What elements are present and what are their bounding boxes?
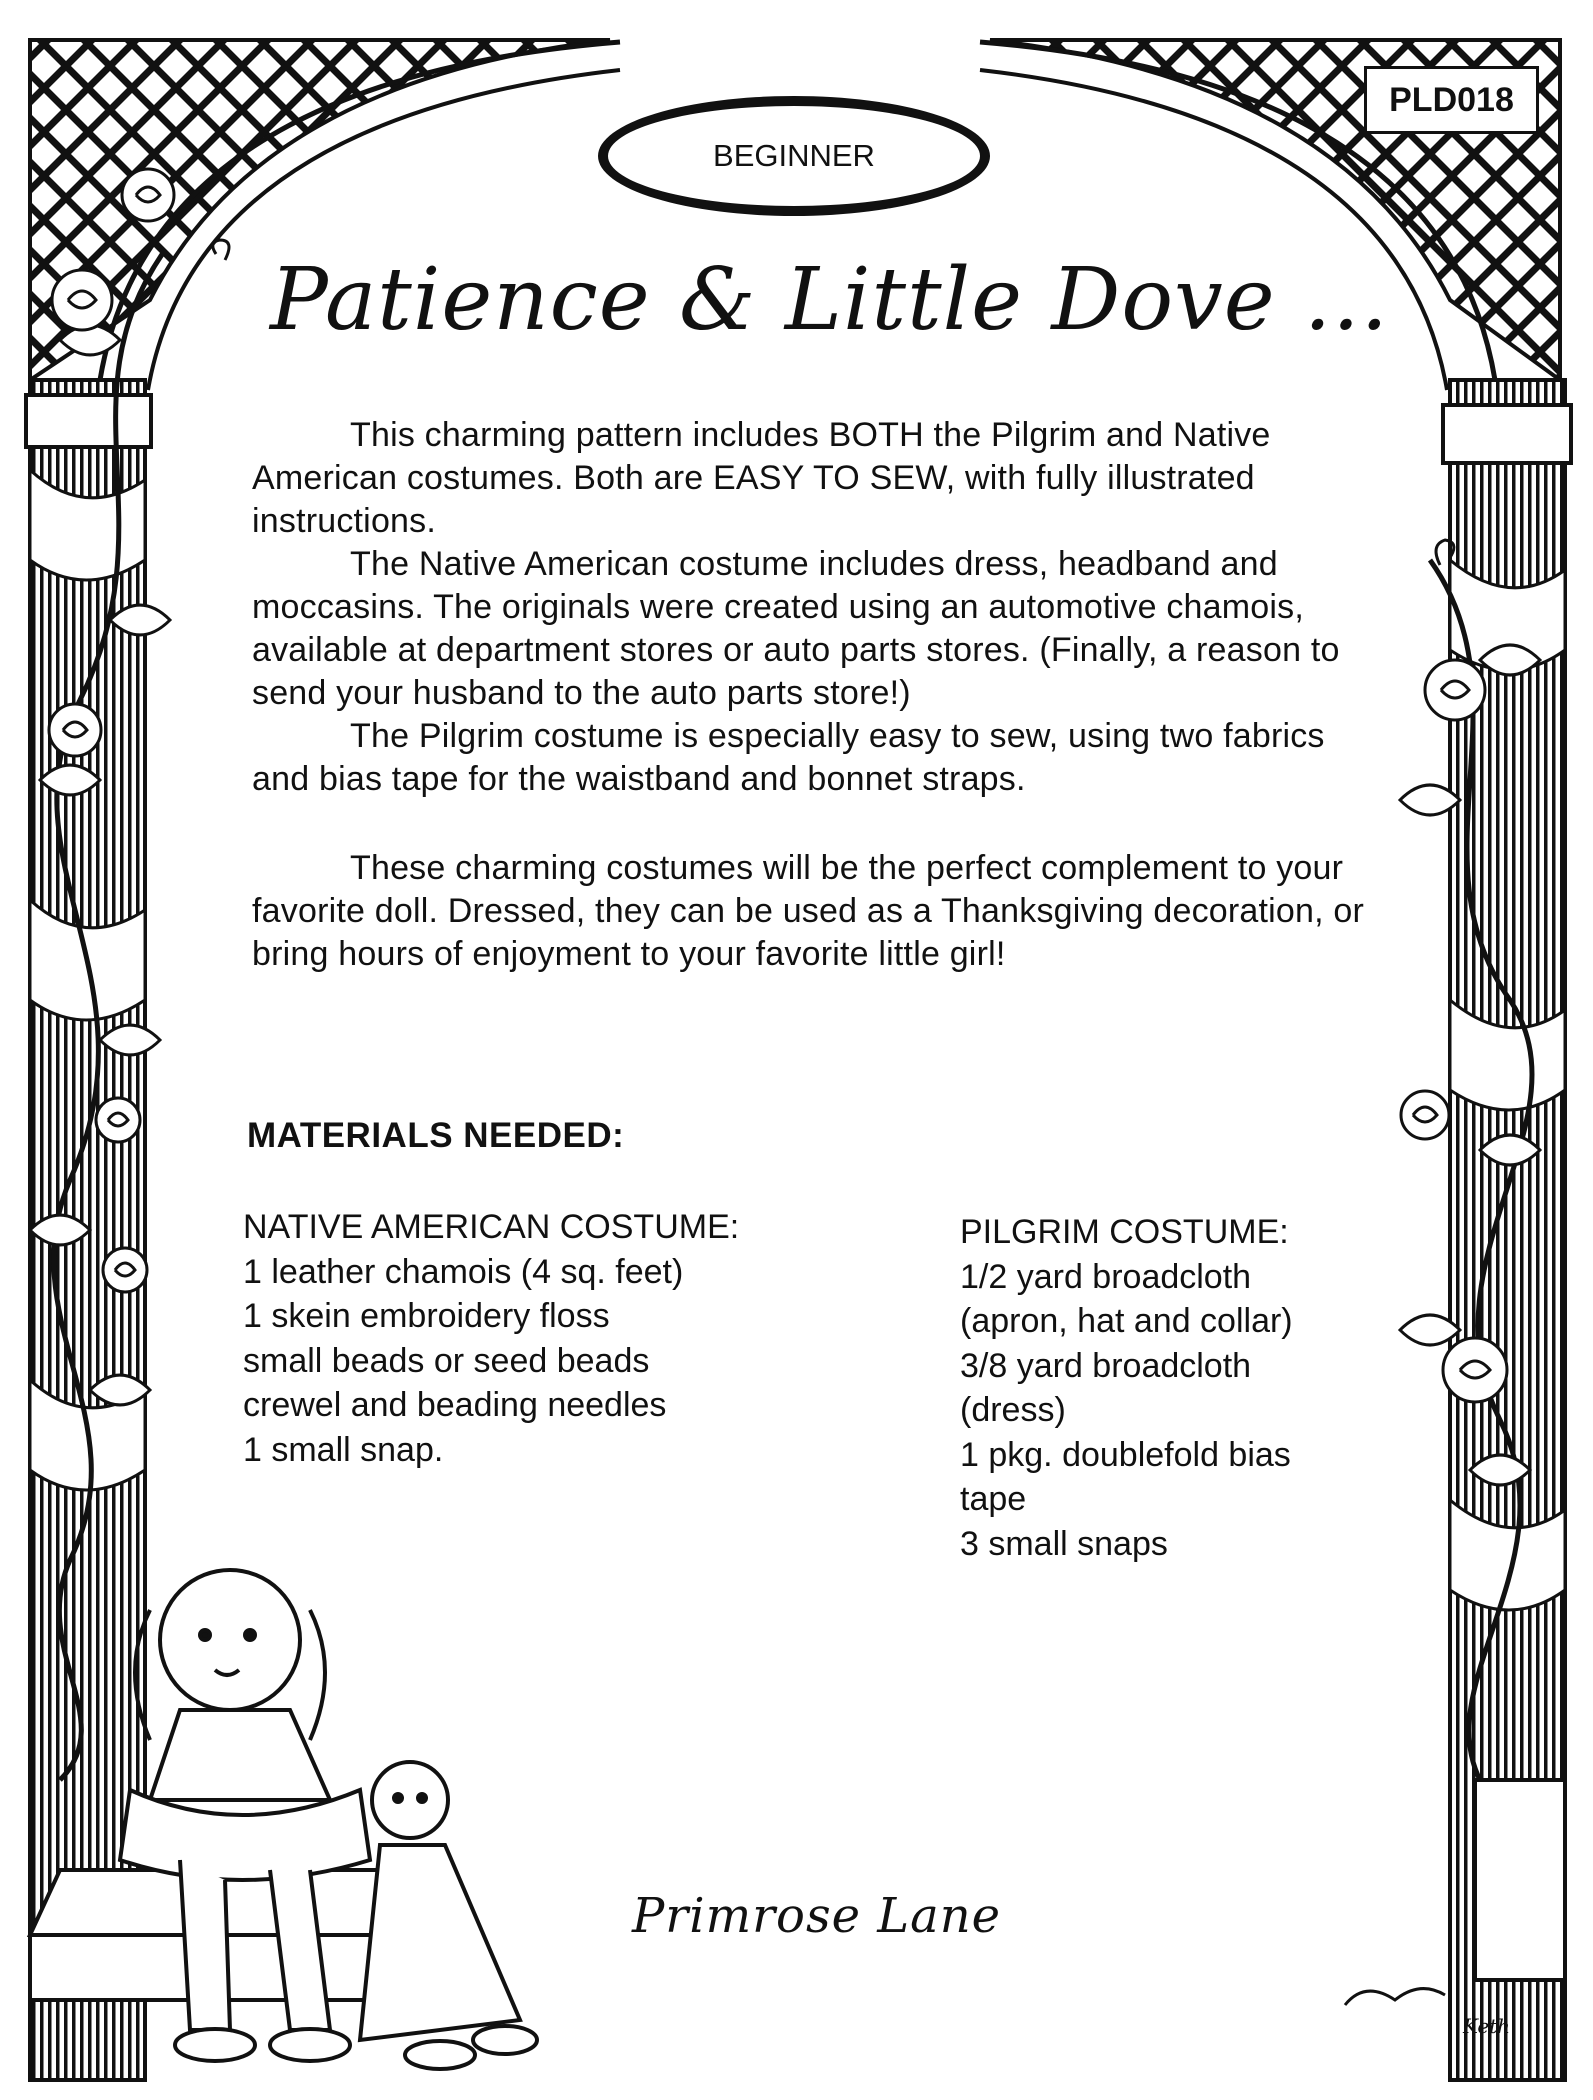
list-item: (dress)	[960, 1391, 1066, 1429]
artist-signature: Keth	[1463, 2014, 1511, 2038]
list-heading: NATIVE AMERICAN COSTUME:	[243, 1208, 740, 1246]
list-item: 1 pkg. doublefold bias	[960, 1435, 1291, 1474]
skill-level-badge: BEGINNER	[598, 96, 990, 216]
description-paragraph: These charming costumes will be the perfect complement to your favorite doll. Dressed, they can be used as a Thanksgiving decoration, or bring hours of enjoyment to your favorite little girl!	[252, 849, 1365, 973]
list-item: 1 leather chamois (4 sq. feet)	[243, 1252, 684, 1291]
list-item: (apron, hat and collar)	[960, 1302, 1293, 1340]
pattern-title: Patience & Little Dove ...	[270, 250, 1389, 350]
description-paragraph: The Native American costume includes dress, headband and moccasins. The originals were created using an automotive chamois, available at department stores or auto parts stores. (Finally, a reason to send your husband to the auto parts store!)	[252, 545, 1340, 712]
native-american-materials	[243, 1205, 863, 1472]
description-paragraph: The Pilgrim costume is especially easy to sew, using two fabrics and bias tape for the waistband and bonnet straps.	[252, 717, 1325, 798]
description-paragraph: This charming pattern includes BOTH the Pilgrim and Native American costumes. Both are EASY TO SEW, with fully illustrated instructions.	[252, 416, 1271, 540]
pilgrim-materials	[960, 1210, 1380, 1566]
description	[252, 414, 1382, 976]
list-item: 1/2 yard broadcloth	[960, 1257, 1252, 1296]
brand-name: Primrose Lane	[632, 1888, 1002, 1944]
list-item: 1 small snap.	[243, 1430, 444, 1469]
list-heading: PILGRIM COSTUME:	[960, 1213, 1289, 1251]
list-item: small beads or seed beads	[243, 1341, 650, 1380]
pattern-code-label: PLD018	[1364, 66, 1539, 134]
list-item: tape	[960, 1480, 1027, 1518]
list-item: 1 skein embroidery floss	[243, 1297, 610, 1335]
list-item: 3/8 yard broadcloth	[960, 1346, 1252, 1385]
materials-heading: MATERIALS NEEDED:	[247, 1116, 625, 1155]
list-item: 3 small snaps	[960, 1524, 1168, 1563]
list-item: crewel and beading needles	[243, 1386, 667, 1424]
